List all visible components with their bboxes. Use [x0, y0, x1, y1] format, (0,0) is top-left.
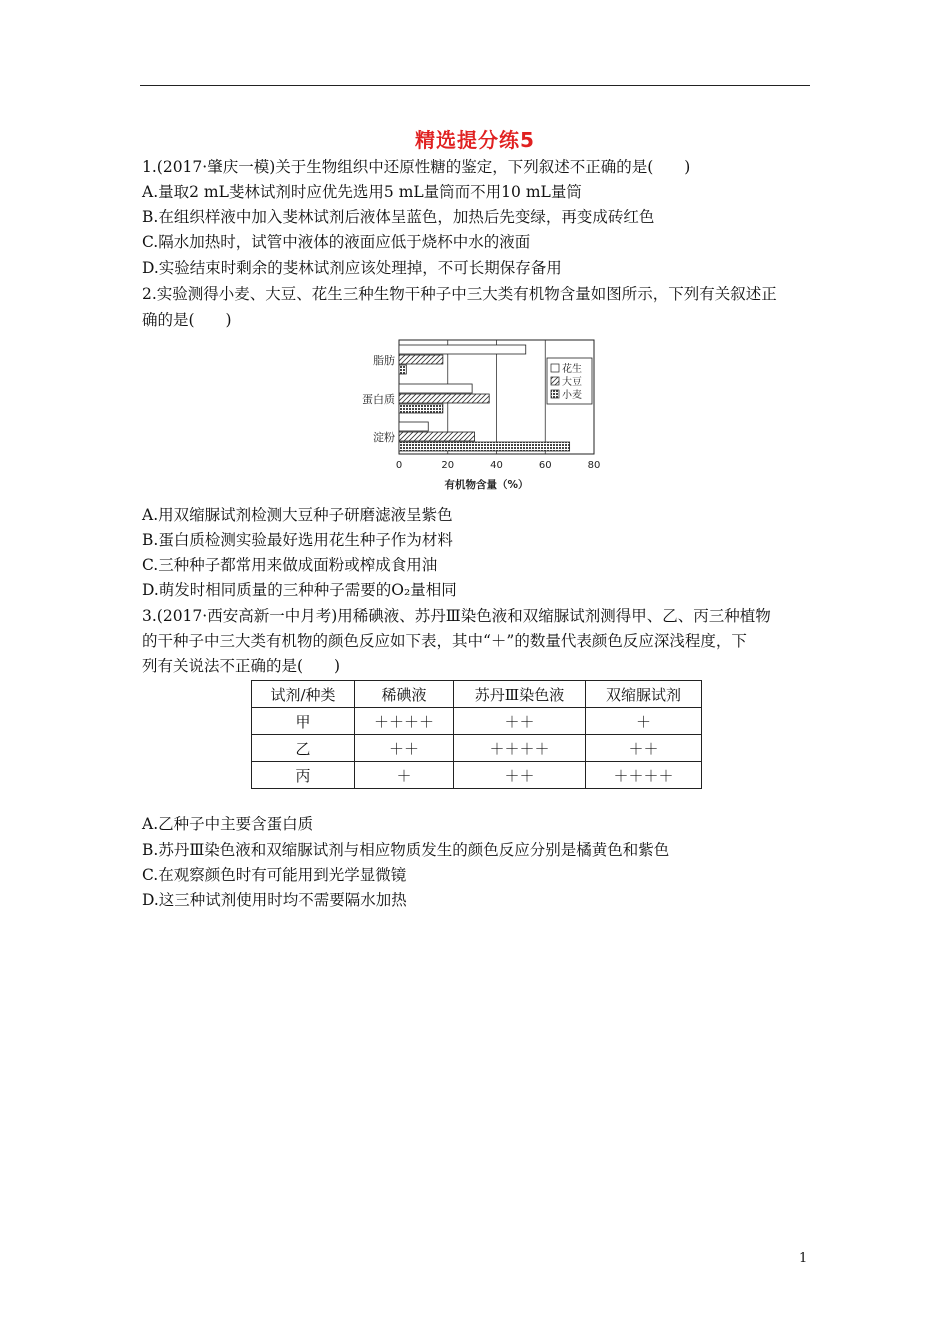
table-row [252, 708, 702, 735]
table-header-cell: 双缩脲试剂 [586, 681, 702, 708]
q2-option-a: A.用双缩脲试剂检测大豆种子研磨滤液呈紫色 [142, 506, 453, 524]
x-axis-label: 有机物含量（%） [444, 479, 529, 491]
table-row [252, 735, 702, 762]
legend-swatch [551, 377, 559, 385]
q2-stem-line2: 确的是( ) [142, 311, 232, 329]
table-cell: 丙 [252, 762, 355, 789]
q2-option-b: B.蛋白质检测实验最好选用花生种子作为材料 [142, 531, 453, 549]
legend-swatch [551, 364, 559, 372]
table-cell: ＋＋ [355, 735, 454, 762]
bar-小麦 [399, 365, 406, 374]
table-cell: ＋＋＋＋ [454, 735, 586, 762]
category-label: 淀粉 [373, 431, 395, 444]
table-cell: ＋＋ [586, 735, 702, 762]
header-rule [140, 85, 810, 86]
bar-花生 [399, 422, 428, 431]
bar-大豆 [399, 432, 475, 441]
table-cell: ＋ [586, 708, 702, 735]
q3-option-b: B.苏丹Ⅲ染色液和双缩脲试剂与相应物质发生的颜色反应分别是橘黄色和紫色 [142, 841, 670, 859]
bar-花生 [399, 384, 472, 393]
q3-option-c: C.在观察颜色时有可能用到光学显微镜 [142, 866, 407, 884]
q2-option-c: C.三种种子都常用来做成面粉或榨成食用油 [142, 556, 438, 574]
q2-stem-line1: 2.实验测得小麦、大豆、花生三种生物干种子中三大类有机物含量如图所示，下列有关叙述正 [142, 285, 777, 303]
table-header-row [252, 681, 702, 708]
reaction-table [251, 680, 702, 789]
category-label: 脂肪 [373, 354, 395, 367]
x-tick-label: 80 [587, 460, 601, 471]
q3-stem-line3: 列有关说法不正确的是( ) [142, 657, 341, 675]
category-label: 蛋白质 [362, 393, 395, 406]
bar-chart [340, 330, 620, 500]
legend-label: 小麦 [562, 390, 582, 401]
table-cell: ＋＋ [454, 762, 586, 789]
legend-label: 花生 [562, 364, 582, 375]
table-header-cell: 试剂/种类 [252, 681, 355, 708]
bar-大豆 [399, 394, 489, 403]
x-tick-label: 20 [441, 460, 455, 471]
x-tick-label: 0 [395, 460, 403, 471]
q3-stem-line1: 3.(2017·西安高新一中月考)用稀碘液、苏丹Ⅲ染色液和双缩脲试剂测得甲、乙、丙三种植物 [142, 607, 771, 625]
table-cell: 乙 [252, 735, 355, 762]
legend-label: 大豆 [562, 377, 582, 388]
table-row [252, 762, 702, 789]
q2-option-d: D.萌发时相同质量的三种种子需要的O₂量相同 [142, 581, 457, 599]
bar-小麦 [399, 442, 570, 451]
bar-小麦 [399, 404, 443, 413]
legend-swatch [551, 390, 559, 398]
table-header-cell: 苏丹Ⅲ染色液 [454, 681, 586, 708]
x-tick-label: 40 [490, 460, 503, 471]
table-cell: 甲 [252, 708, 355, 735]
q1-option-a: A.量取2 mL斐林试剂时应优先选用5 mL量筒而不用10 mL量筒 [142, 183, 582, 201]
page-title: 精选提分练5 [415, 128, 535, 152]
q3-option-a: A.乙种子中主要含蛋白质 [142, 815, 314, 833]
table-cell: ＋ [355, 762, 454, 789]
bar-大豆 [399, 355, 443, 364]
q3-option-d: D.这三种试剂使用时均不需要隔水加热 [142, 891, 407, 909]
table-cell: ＋＋＋＋ [355, 708, 454, 735]
q1-option-d: D.实验结束时剩余的斐林试剂应该处理掉，不可长期保存备用 [142, 259, 562, 277]
table-cell: ＋＋＋＋ [586, 762, 702, 789]
bar-花生 [399, 345, 526, 354]
q1-option-c: C.隔水加热时，试管中液体的液面应低于烧杯中水的液面 [142, 233, 531, 251]
x-tick-label: 60 [538, 460, 552, 471]
q3-stem-line2: 的干种子中三大类有机物的颜色反应如下表，其中“＋”的数量代表颜色反应深浅程度，下 [142, 632, 747, 650]
q1-stem: 1.(2017·肇庆一模)关于生物组织中还原性糖的鉴定，下列叙述不正确的是( ) [142, 158, 691, 176]
table-header-cell: 稀碘液 [355, 681, 454, 708]
q1-option-b: B.在组织样液中加入斐林试剂后液体呈蓝色，加热后先变绿，再变成砖红色 [142, 208, 655, 226]
page-number: 1 [799, 1251, 808, 1266]
table-cell: ＋＋ [454, 708, 586, 735]
